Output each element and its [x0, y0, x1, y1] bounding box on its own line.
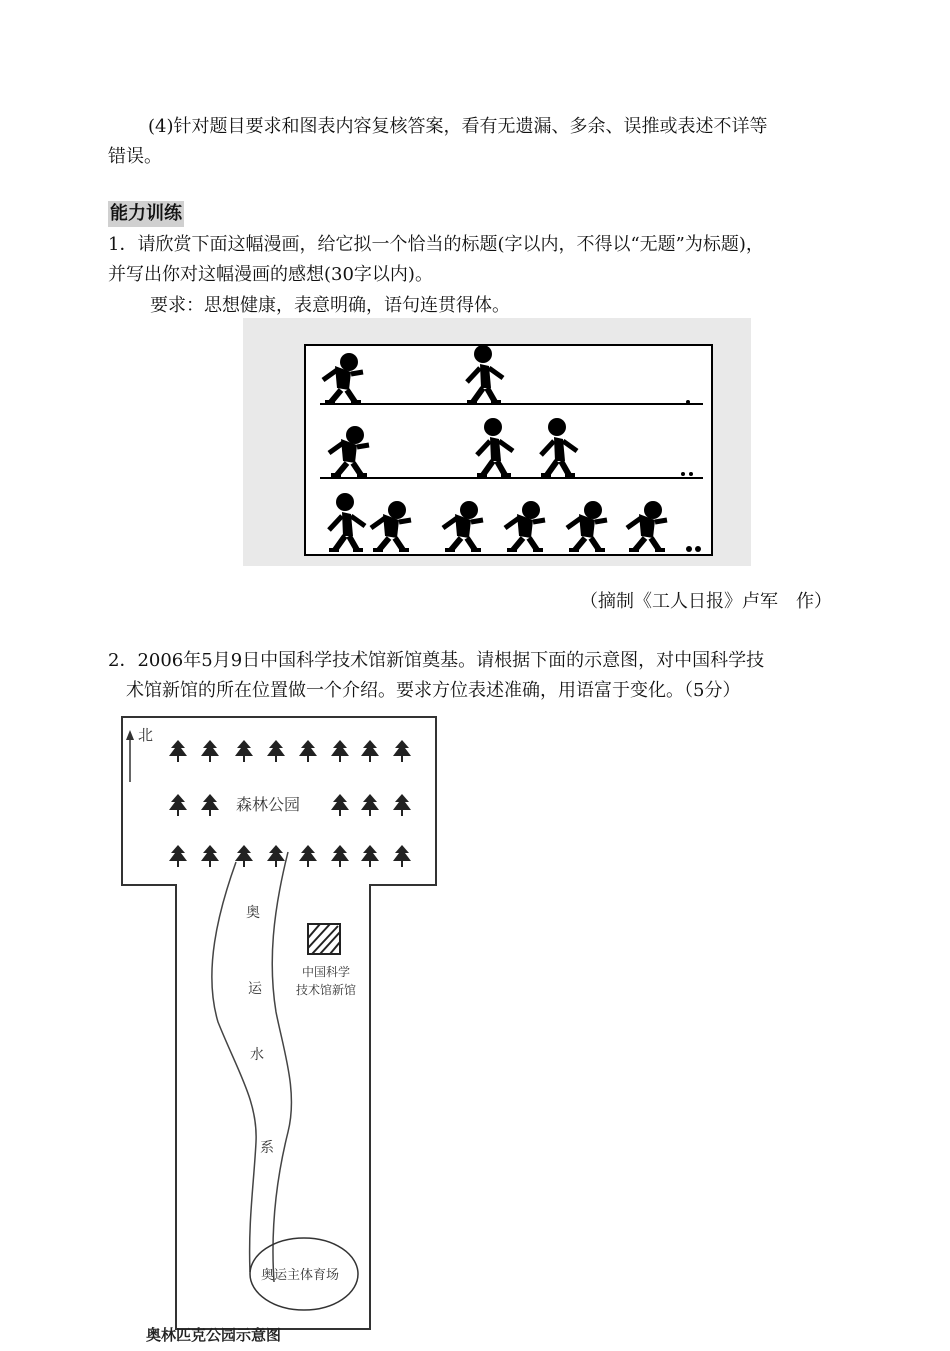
comic-caption: （摘制《工人日报》卢军 作） [580, 591, 832, 612]
river-char-3: 水 [250, 1047, 264, 1063]
north-label: 北 [138, 726, 154, 744]
river-char-4: 系 [260, 1140, 274, 1156]
museum-label-1: 中国科学 [302, 965, 351, 979]
museum-label-2: 技术馆新馆 [296, 983, 357, 997]
stadium-label: 奥运主体育场 [261, 1268, 340, 1283]
q2-line-2: 术馆新馆的所在位置做一个介绍。要求方位表述准确，用语富于变化。（5分） [126, 680, 741, 701]
q1-requirement: 要求：思想健康，表意明确，语句连贯得体。 [150, 295, 510, 316]
q2-line-1: 2．2006年5月9日中国科学技术馆新馆奠基。请根据下面的示意图，对中国科学技 [108, 650, 765, 671]
forest-park-label: 森林公园 [236, 795, 301, 814]
map-drawing [108, 712, 448, 1347]
step4-line-2: 错误。 [108, 146, 162, 167]
map-caption: 奥林匹克公园示意图 [146, 1326, 282, 1344]
q1-line-1: 1．请欣赏下面这幅漫画，给它拟一个恰当的标题(字以内，不得以“无题”为标题)， [108, 234, 764, 255]
river-char-1: 奥 [246, 905, 260, 921]
comic-image [243, 318, 751, 566]
q1-line-2: 并写出你对这幅漫画的感想(30字以内)。 [108, 264, 433, 285]
step4-line-1: (4)针对题目要求和图表内容复核答案，看有无遗漏、多余、误推或表述不详等 [148, 116, 768, 137]
river-char-2: 运 [248, 981, 262, 997]
comic-drawing [243, 318, 751, 566]
section-heading: 能力训练 [108, 201, 184, 227]
olympic-park-map [108, 712, 448, 1347]
